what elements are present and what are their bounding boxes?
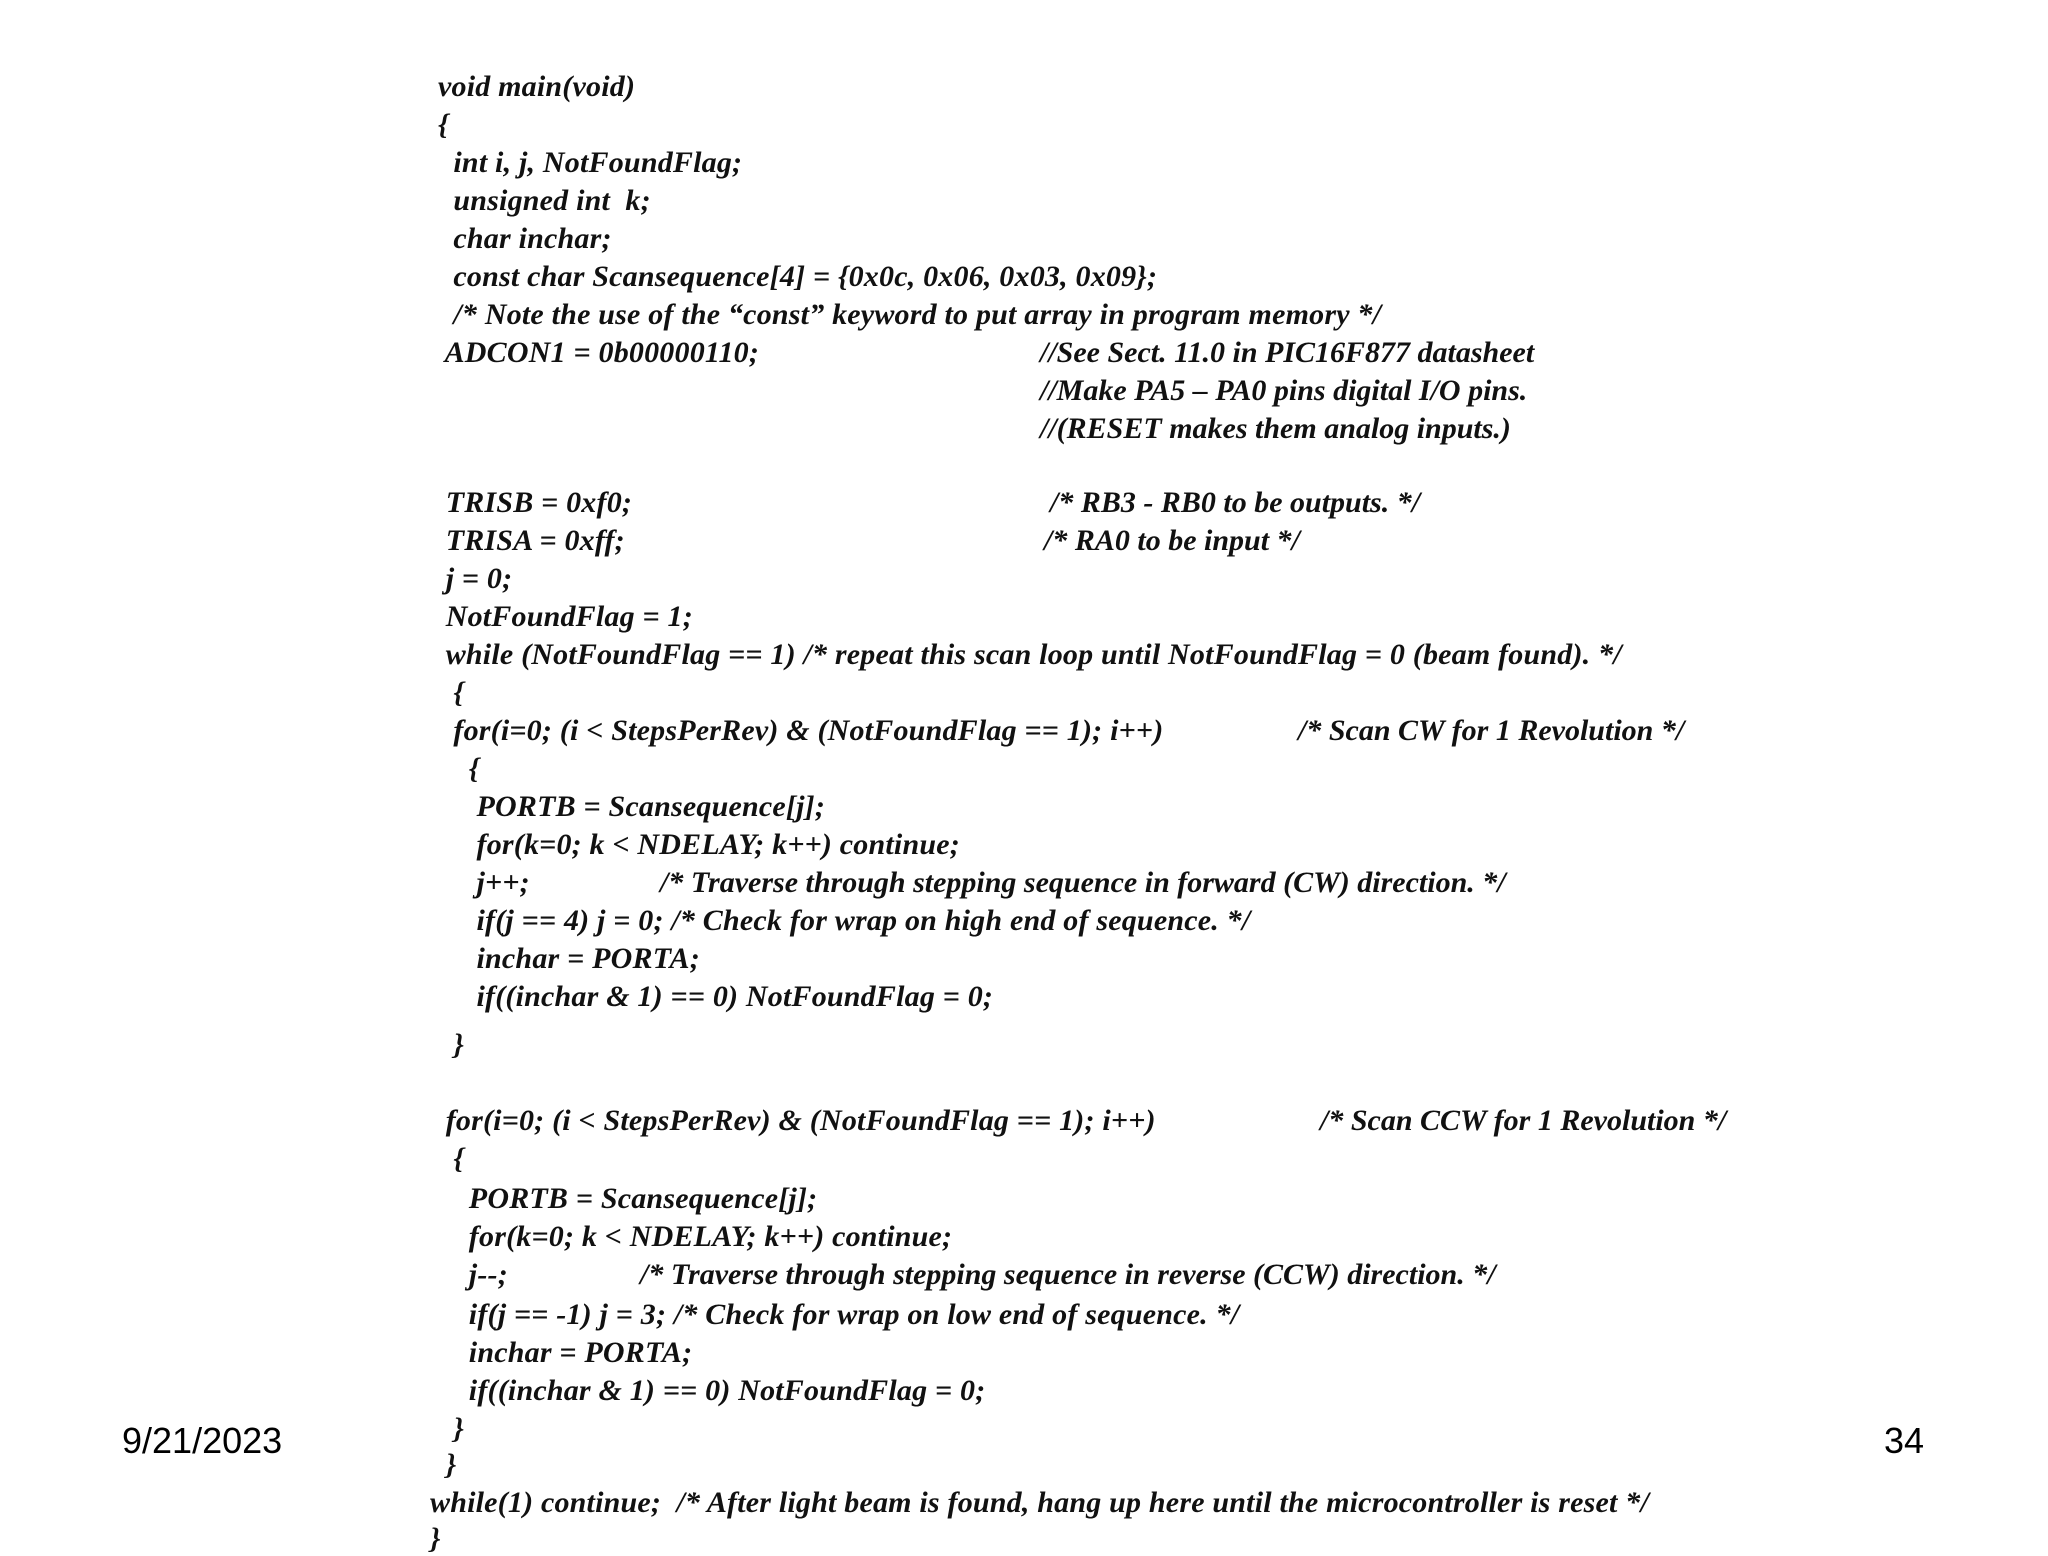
code-line: { — [438, 752, 480, 785]
code-listing-image — [420, 60, 1820, 1555]
code-line: unsigned int k; — [438, 184, 651, 217]
code-comment: /* Traverse through stepping sequence in reverse (CCW) direction. */ — [640, 1258, 1496, 1291]
code-line: } — [438, 1028, 465, 1061]
code-line: while (NotFoundFlag == 1) /* repeat this scan loop until NotFoundFlag = 0 (beam found). */ — [438, 638, 1622, 671]
code-line-cropped: if((inchar & 1) == 0) NotFoundFlag = 0; — [438, 980, 994, 1013]
code-line: { — [438, 1142, 465, 1175]
code-line-cropped: } — [430, 1522, 441, 1555]
code-line: j = 0; — [438, 562, 513, 595]
code-line: inchar = PORTA; — [438, 1336, 693, 1369]
code-line: { — [438, 676, 465, 709]
code-line: j--; — [438, 1258, 508, 1291]
code-line: void main(void) — [438, 70, 636, 103]
code-comment: //See Sect. 11.0 in PIC16F877 datasheet — [1040, 336, 1535, 369]
code-line: for(i=0; (i < StepsPerRev) & (NotFoundFlag == 1); i++) — [438, 1104, 1156, 1137]
code-line: for(k=0; k < NDELAY; k++) continue; — [438, 1220, 953, 1253]
slide-page-number: 34 — [1884, 1420, 1925, 1461]
code-comment: /* RA0 to be input */ — [1044, 524, 1300, 557]
code-line: int i, j, NotFoundFlag; — [438, 146, 743, 179]
code-line: if(j == -1) j = 3; /* Check for wrap on low end of sequence. */ — [438, 1298, 1240, 1331]
code-comment: //(RESET makes them analog inputs.) — [1040, 412, 1511, 445]
code-line: j++; — [438, 866, 530, 899]
code-line: while(1) continue; /* After light beam is found, hang up here until the microcontroller is reset */ — [430, 1486, 1650, 1519]
code-line: if(j == 4) j = 0; /* Check for wrap on high end of sequence. */ — [438, 904, 1251, 937]
code-line: TRISB = 0xf0; — [438, 486, 633, 519]
code-line: PORTB = Scansequence[j]; — [438, 1182, 818, 1215]
code-line: PORTB = Scansequence[j]; — [438, 790, 826, 823]
code-comment-line: /* Note the use of the “const” keyword to put array in program memory */ — [438, 298, 1382, 331]
code-line: NotFoundFlag = 1; — [438, 600, 693, 633]
code-line: char inchar; — [438, 222, 612, 255]
code-comment: /* Scan CCW for 1 Revolution */ — [1320, 1104, 1727, 1137]
code-line: for(k=0; k < NDELAY; k++) continue; — [438, 828, 960, 861]
code-line: inchar = PORTA; — [438, 942, 700, 975]
code-line: const char Scansequence[4] = {0x0c, 0x06, 0x03, 0x09}; — [438, 260, 1158, 293]
code-line: TRISA = 0xff; — [438, 524, 625, 557]
code-line: for(i=0; (i < StepsPerRev) & (NotFoundFlag == 1); i++) — [438, 714, 1164, 747]
slide-date: 9/21/2023 — [122, 1420, 283, 1461]
code-comment: //Make PA5 – PA0 pins digital I/O pins. — [1040, 374, 1528, 407]
code-comment: /* RB3 - RB0 to be outputs. */ — [1050, 486, 1421, 519]
code-line: ADCON1 = 0b00000110; — [438, 336, 760, 369]
code-line: } — [438, 1412, 465, 1445]
code-comment: /* Scan CW for 1 Revolution */ — [1298, 714, 1685, 747]
code-line: if((inchar & 1) == 0) NotFoundFlag = 0; — [438, 1374, 986, 1407]
code-line: } — [438, 1448, 457, 1481]
code-comment: /* Traverse through stepping sequence in forward (CW) direction. */ — [660, 866, 1506, 899]
code-line: { — [438, 108, 449, 141]
